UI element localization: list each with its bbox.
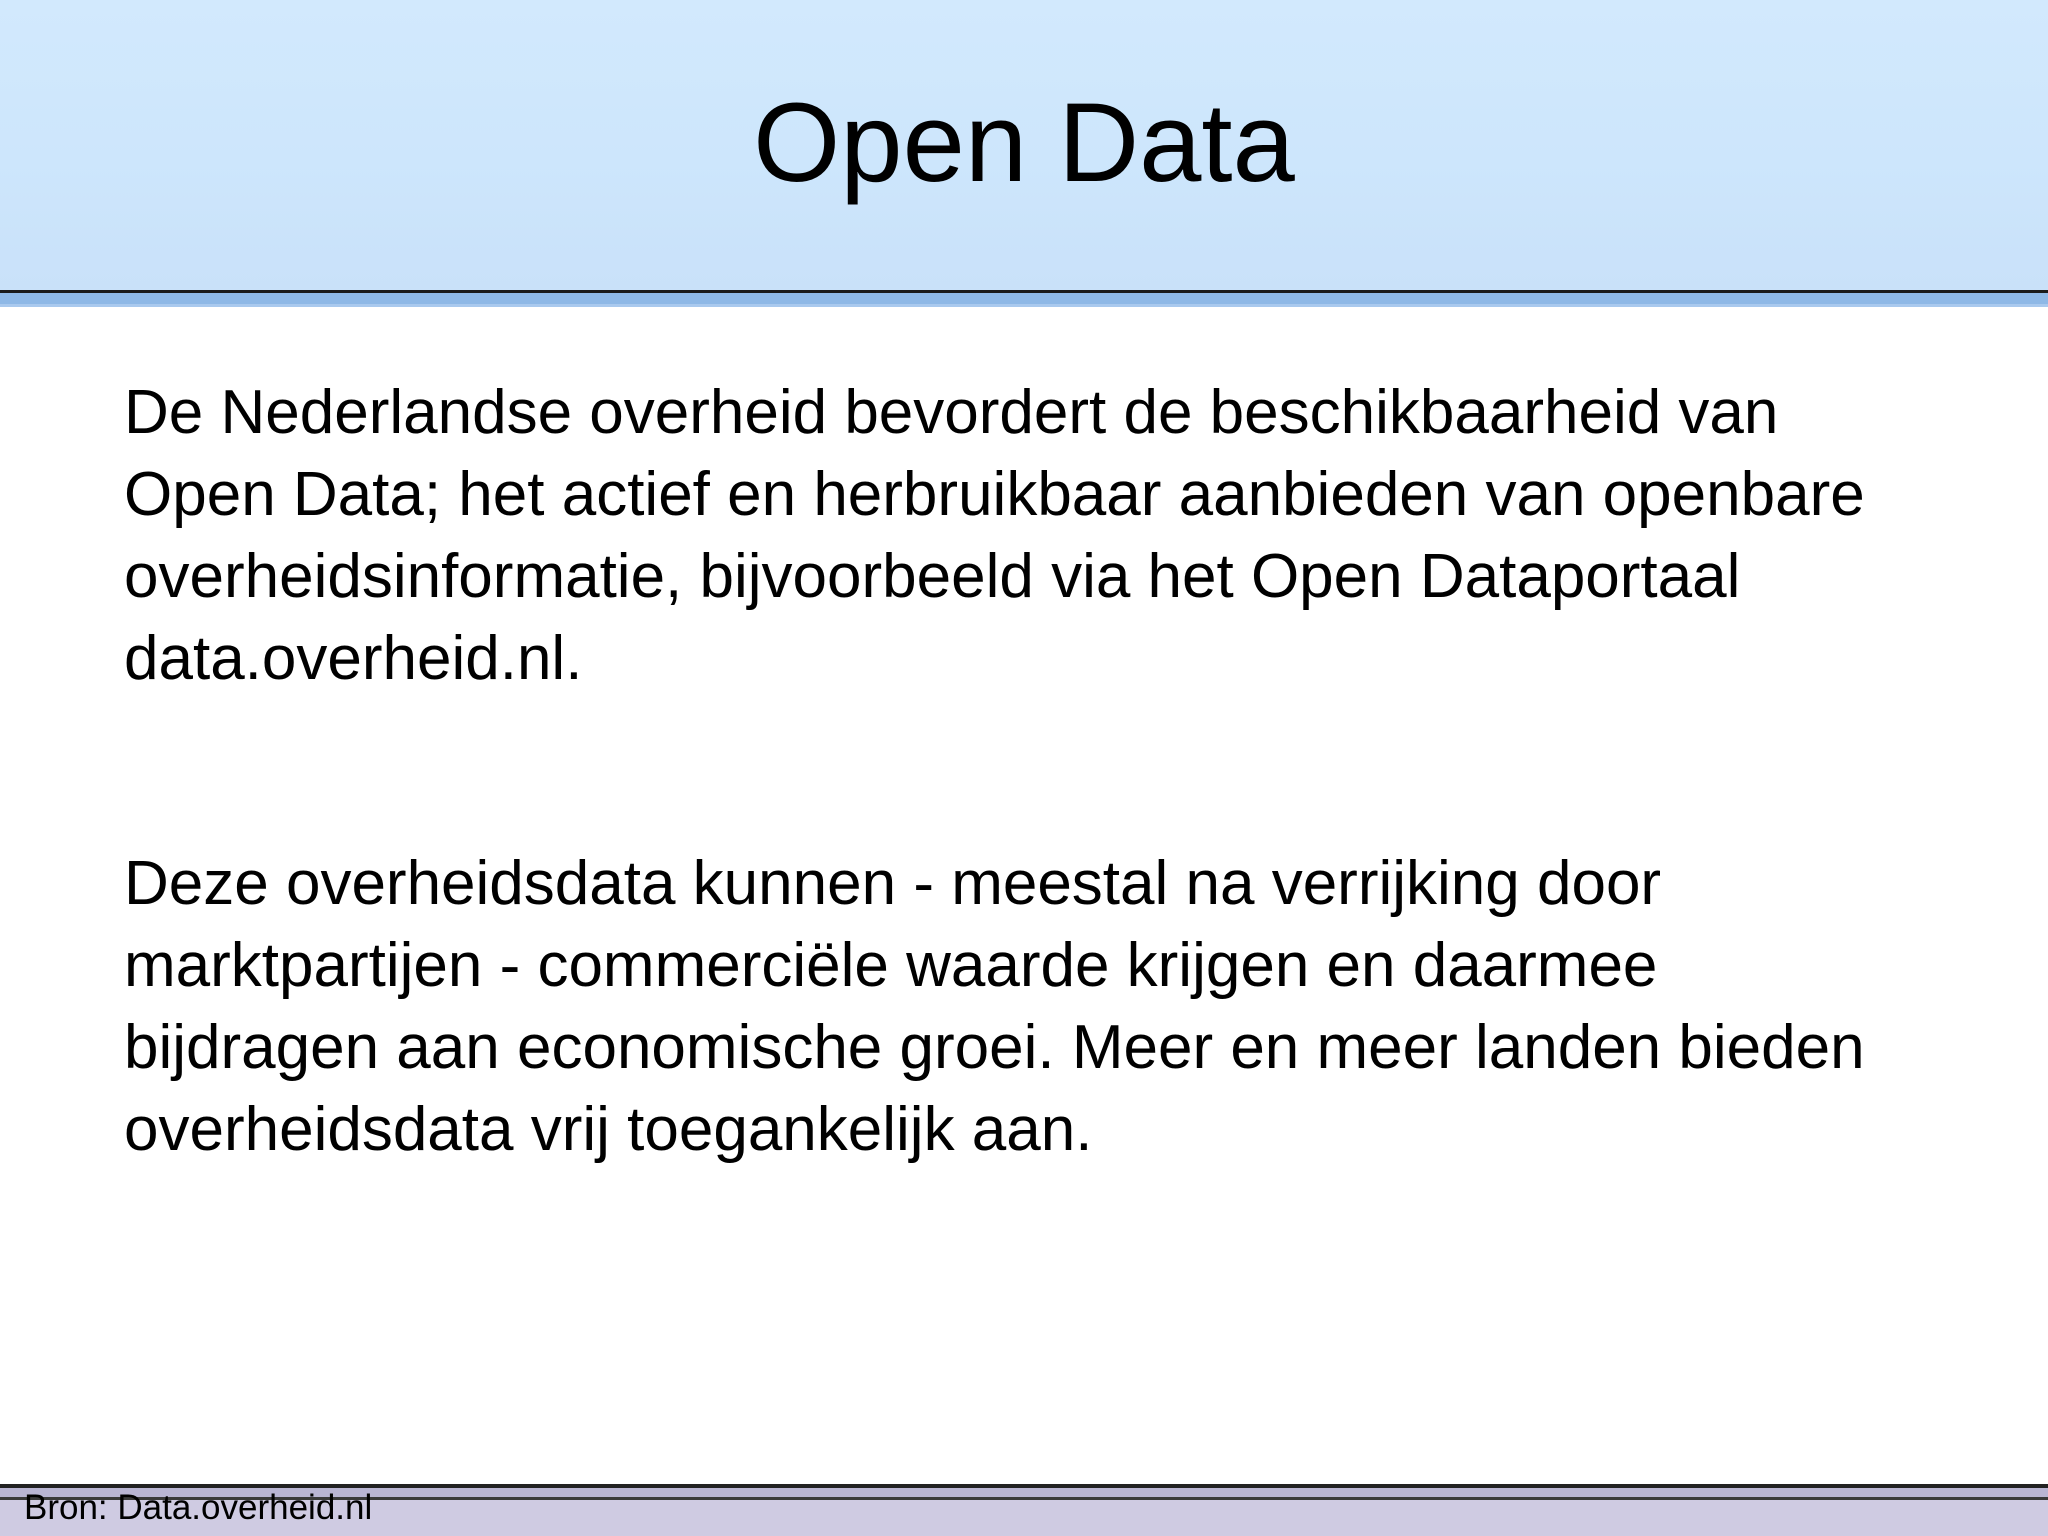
body-paragraph-2: Deze overheidsdata kunnen - meestal na verrijking door marktpartijen - commerciële waarde krijgen en daarmee bijdragen aan economische groei. Meer en meer landen bieden overheidsdata vrij toegankelijk aan. [124,849,1865,1164]
title-band [0,0,2048,290]
header-accent-line-light [0,304,2048,307]
header-accent-line [0,293,2048,304]
slide-title: Open Data [753,80,1295,205]
source-credit: Bron: Data.overheid.nl [24,1488,373,1527]
body-paragraph-1: De Nederlandse overheid bevordert de beschikbaarheid van Open Data; het actief en herbruikbaar aanbieden van openbare overheidsinformatie, bijvoorbeeld via het Open Dataportaal data.overheid.nl. [124,378,1865,693]
